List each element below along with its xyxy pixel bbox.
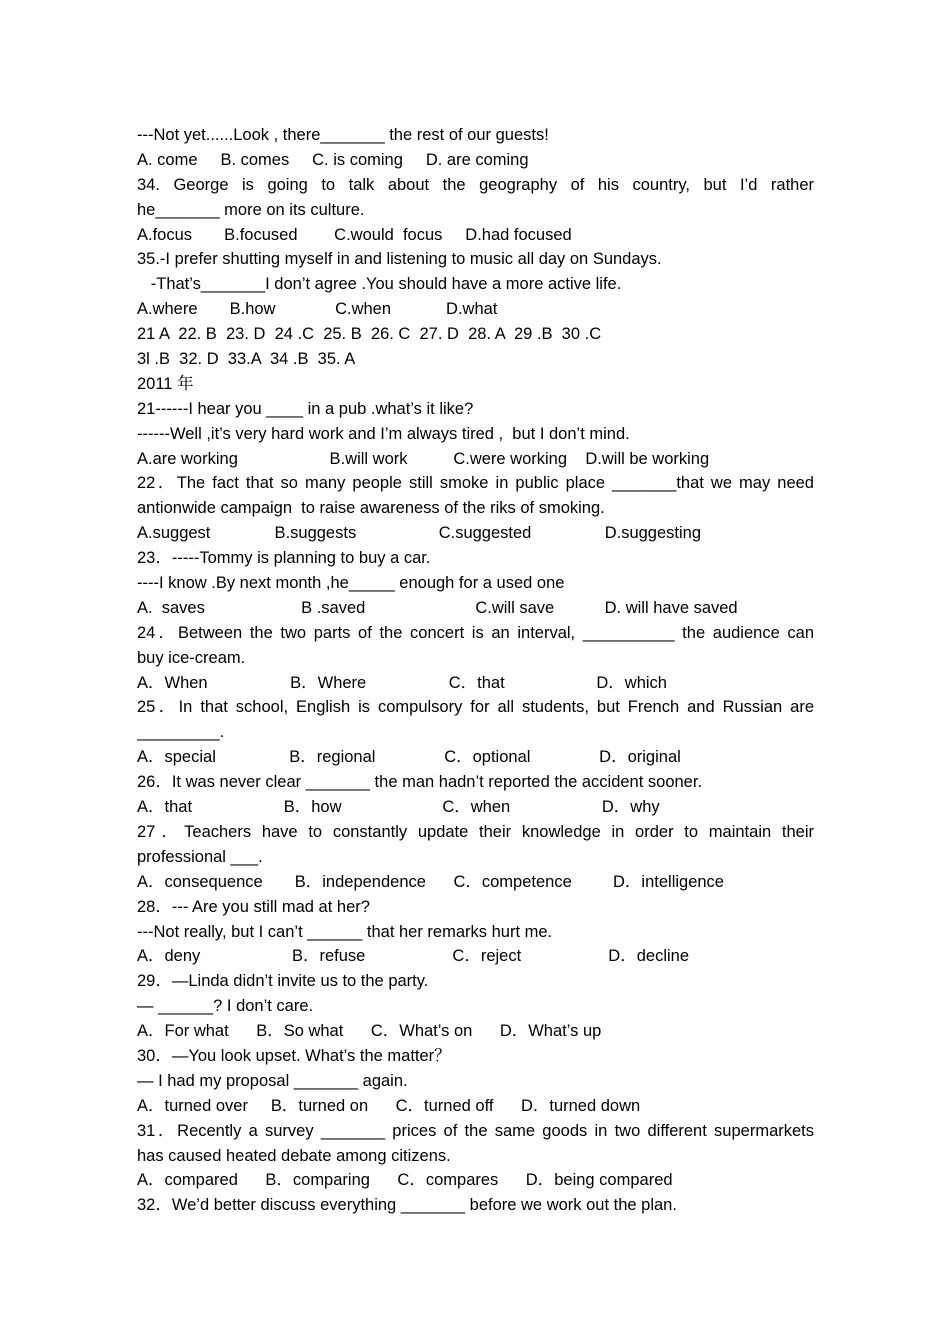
question-30-line-2: — I had my proposal _______ again. xyxy=(137,1071,408,1090)
question-29-line-2: — ______? I don’t care. xyxy=(137,997,314,1016)
question-21-line-1: 21------I hear you ____ in a pub .what’s it like? xyxy=(137,399,474,418)
question-29-line-1: 29．—Linda didn’t invite us to the party. xyxy=(137,972,429,991)
question-32-line-1: 32．We’d better discuss everything _______ before we work out the plan. xyxy=(137,1196,677,1215)
options-line: A．For what B．So what C．What’s on D．What’s up xyxy=(137,1022,602,1041)
question-34-line-2: he_______ more on its culture. xyxy=(137,200,365,219)
question-24-line-2: buy ice-cream. xyxy=(137,648,246,667)
question-23-line-1: 23．-----Tommy is planning to buy a car. xyxy=(137,549,431,568)
options-line: A.suggest B.suggests C.suggested D.suggesting xyxy=(137,524,702,543)
document-page xyxy=(137,123,814,1218)
options-line: A. saves B .saved C.will save D. will have saved xyxy=(137,598,738,617)
question-24-line-1: 24．Between the two parts of the concert is an interval, __________ the audience can xyxy=(137,623,814,642)
question-22-line-2: antionwide campaign to raise awareness of the riks of smoking. xyxy=(137,499,605,518)
options-line: A．deny B．refuse C．reject D．decline xyxy=(137,947,690,966)
options-line: A.are working B.will work C.were working D.will be working xyxy=(137,449,710,468)
question-28-line-2: ---Not really, but I can’t ______ that her remarks hurt me. xyxy=(137,922,553,941)
question-27-line-2: professional ___. xyxy=(137,847,263,866)
question-25-line-2: _________. xyxy=(137,723,225,742)
question-30-line-1: 30．—You look upset. What’s the matter？ xyxy=(137,1046,451,1065)
answer-key-line-1: 21 A 22. B 23. D 24 .C 25. B 26. C 27. D 28. A 29 .B 30 .C xyxy=(137,325,602,344)
question-26-line-1: 26．It was never clear _______ the man hadn’t reported the accident sooner. xyxy=(137,773,703,792)
options-line: A. come B. comes C. is coming D. are coming xyxy=(137,150,529,169)
options-line: A．compared B．comparing C．compares D．being compared xyxy=(137,1171,673,1190)
question-21-line-2: ------Well ,it’s very hard work and I’m always tired , but I don’t mind. xyxy=(137,424,630,443)
options-line: A．that B．how C．when D．why xyxy=(137,798,660,817)
question-25-line-1: 25．In that school, English is compulsory for all students, but French and Russian are xyxy=(137,698,814,717)
question-23-line-2: ----I know .By next month ,he_____ enough for a used one xyxy=(137,574,565,593)
question-27-line-1: 27．Teachers have to constantly update their knowledge in order to maintain their xyxy=(137,822,814,841)
options-line: A．special B．regional C．optional D．original xyxy=(137,748,681,767)
options-line: A.focus B.focused C.would focus D.had focused xyxy=(137,225,572,244)
text-line: ---Not yet......Look , there_______ the rest of our guests! xyxy=(137,126,549,144)
question-35-line-2: -That’s_______I don’t agree .You should have a more active life. xyxy=(137,275,622,294)
question-22-line-1: 22．The fact that so many people still smoke in public place _______that we may need xyxy=(137,474,814,493)
question-35-line-1: 35.-I prefer shutting myself in and listening to music all day on Sundays. xyxy=(137,250,662,269)
answer-key-line-2: 3l .B 32. D 33.A 34 .B 35. A xyxy=(137,350,356,369)
options-line: A．turned over B．turned on C．turned off D．turned down xyxy=(137,1096,641,1115)
question-28-line-1: 28．--- Are you still mad at her? xyxy=(137,897,370,916)
options-line: A．consequence B．independence C．competence D．intelligence xyxy=(137,872,724,891)
question-31-line-1: 31．Recently a survey _______ prices of the same goods in two different supermarkets xyxy=(137,1121,814,1140)
options-line: A．When B．Where C．that D．which xyxy=(137,673,667,692)
question-34-line-1: 34. George is going to talk about the geography of his country, but I’d rather xyxy=(137,175,814,194)
question-31-line-2: has caused heated debate among citizens. xyxy=(137,1146,451,1165)
year-heading: 2011 年 xyxy=(137,374,194,393)
options-line: A.where B.how C.when D.what xyxy=(137,300,498,319)
